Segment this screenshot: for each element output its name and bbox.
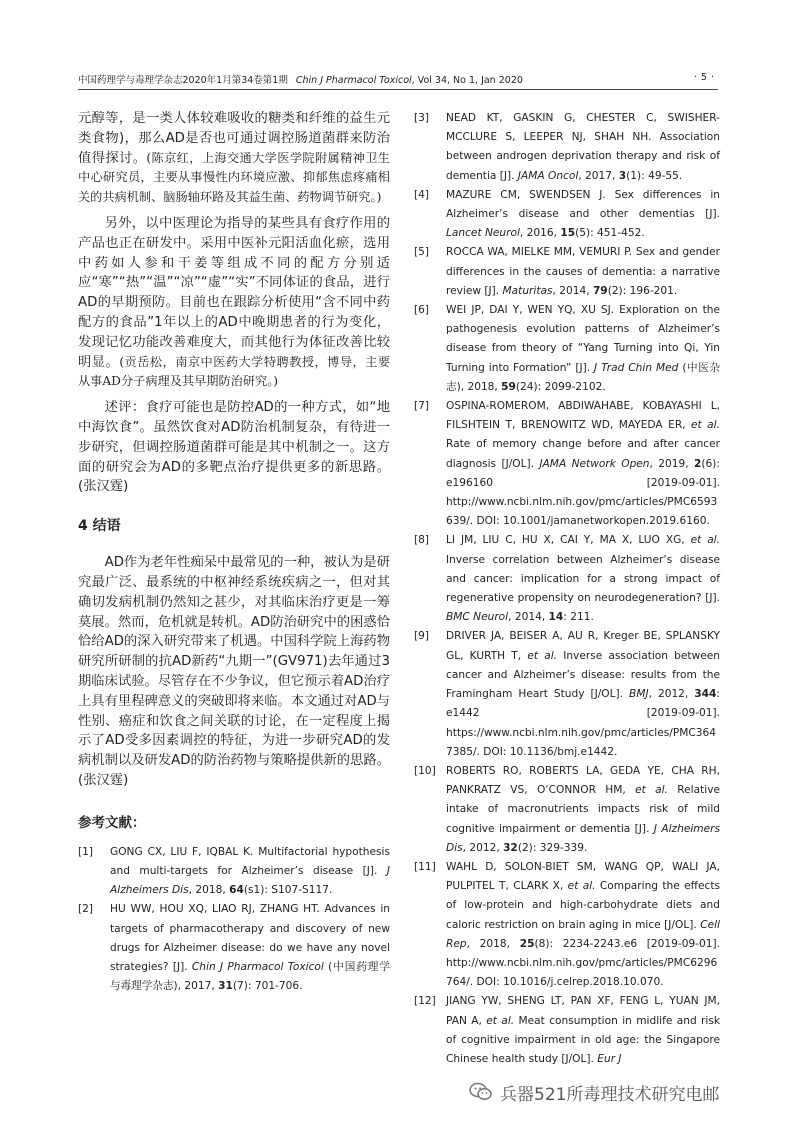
reference-pre2: Rate of memory change before and after cancer diagnosis [J/OL]. <box>446 438 720 470</box>
reference-post: , 2016, <box>519 227 561 240</box>
reference-post: , 2012, <box>462 841 504 854</box>
reference-pre2: Relative intake of macronutrients impacts risk of mild cognitive impairment or dementia [J]. <box>446 784 721 835</box>
reference-post2: (2): 196-201. <box>607 284 678 297</box>
reference-post: , 2018, <box>188 884 230 897</box>
reference-number: [3] <box>414 112 430 124</box>
reference-jour: Maturitas <box>502 284 553 297</box>
reference-post2: (24): 2099-2102. <box>515 380 606 393</box>
reference-text <box>446 627 720 761</box>
reference-vol: 25 <box>519 937 535 950</box>
reference-list-right <box>414 109 720 1069</box>
section-heading-conclusion: 4 结语 <box>78 518 121 535</box>
running-header <box>78 72 718 86</box>
reference-vol: 2 <box>694 457 702 470</box>
reference-jour: Eur J <box>597 1052 622 1065</box>
left-column <box>78 109 390 996</box>
author-note-1: (陈京红，上海交通大学医学院附属精神卫生中心研究员，主要从事慢性内环境应激、抑郁焦虑疼痛相关的共病机制、脑肠轴环路及其益生菌、药物调节研究。) <box>78 150 390 205</box>
reference-post: (中国药理学与毒理学杂志), 2017, <box>110 960 390 993</box>
reference-jour: J Alzheimers Dis <box>110 864 390 897</box>
reference-text <box>446 109 720 186</box>
reference-post: , 2019, <box>649 457 695 470</box>
reference-pre: OSPINA-ROMEROM, ABDIWAHABE, KOBAYASHI L, FILSHTEIN T, BRENOWITZ WD, MAYEDA ER, <box>446 400 720 432</box>
reference-etal: et al. <box>567 880 596 893</box>
reference-jour: J Trad Chin Med <box>594 361 679 374</box>
reference-jour: Chin J Pharmacol Toxicol <box>191 960 324 973</box>
reference-item <box>414 627 720 761</box>
reference-pre2: Comparing the effects of low-protein and high-carbohydrate diets and caloric restriction on brain aging in mice [J/OL]. <box>446 880 720 931</box>
reference-jour: JAMA Oncol <box>517 169 579 182</box>
reference-list-left <box>78 843 390 997</box>
reference-item <box>414 109 720 186</box>
reference-jour: J Alzheimers Dis <box>446 822 720 854</box>
reference-item <box>414 243 720 301</box>
reference-pre: NEAD KT, GASKIN G, CHESTER C, SWISHER-MCCLURE S, LEEPER NJ, SHAH NH. Association between androgen deprivation therapy and risk of dementia [J]. <box>446 112 720 182</box>
reference-post2: (6): e196160 [2019-09-01]. http://www.ncbi.nlm.nih.gov/pmc/articles/PMC6593639/. DOI: 10.1001/jamanetworkopen.2019.6160. <box>446 457 720 528</box>
reference-vol: 59 <box>501 380 516 393</box>
reference-pre: HU WW, HOU XQ, LIAO RJ, ZHANG HT. Advances in targets of pharmacotherapy and discovery of new drugs for Alzheimer disease: do we have any novel strategies? [J]. <box>110 903 390 973</box>
reference-jour: JAMA Network Open <box>539 457 650 470</box>
reference-etal: et al. <box>690 534 720 547</box>
reference-pre: DRIVER JA, BEISER A, AU R, Kreger BE, SPLANSKY GL, KURTH T, <box>446 630 720 662</box>
reference-jour: Cell Rep <box>446 918 720 950</box>
reference-number: [9] <box>414 630 430 643</box>
reference-post2: : 211. <box>563 611 594 624</box>
reference-number: [2] <box>78 903 94 916</box>
reference-number: [11] <box>414 860 436 873</box>
reference-number: [1] <box>78 845 94 858</box>
reference-pre: JIANG YW, SHENG LT, PAN XF, FENG L, YUAN JM, PAN A, <box>446 995 720 1027</box>
reference-post2: (s1): S107-S117. <box>243 884 333 897</box>
reference-post: , 2014, <box>552 284 593 297</box>
reference-pre2: Inverse association between cancer and Alzheimer’s disease: results from the Framingham Heart Study [J/OL]. <box>446 649 720 701</box>
reference-vol: 64 <box>229 884 244 897</box>
reference-text <box>446 992 720 1069</box>
reference-text <box>446 762 720 858</box>
reference-item <box>414 762 720 858</box>
header-journal-en: Chin J Pharmacol Toxicol <box>295 75 412 86</box>
reference-vol: 79 <box>592 284 608 297</box>
reference-number: [8] <box>414 534 430 547</box>
paragraph-conclusion: AD作为老年性痴呆中最常见的一种，被认为是研究最广泛、最系统的中枢神经系统疾病之一，但对其确切发病机制仍然知之甚少，对其临床治疗更是一筹莫展。然而，危机就是转机。AD防治研究中的困惑恰恰给AD的深入研究带来了机遇。中国科学院上海药物研究所研制的抗AD新药“九期一”(GV971)去年通过3期临床试验。尽管存在不少争议，但它预示着AD治疗上具有里程碑意义的突破即将来临。本文通过对AD与性别、癌症和饮食之间关联的讨论，在一定程度上揭示了AD受多因素调控的特征，为进一步研究AD的发病机制以及研发AD的防治药物与策略提供新的思路。(张汉霆) <box>78 555 390 788</box>
reference-vol: 14 <box>548 611 564 624</box>
reference-pre2: Meat consumption in midlife and risk of cognitive impairment in old age: the Singapore Chinese health study [J/OL]. <box>446 1014 721 1065</box>
reference-vol: 32 <box>503 841 518 854</box>
reference-pre: WAHL D, SOLON-BIET SM, WANG QP, WALI JA, PULPITEL T, CLARK X, <box>446 860 720 893</box>
paragraph-2: 另外，以中医理论为指导的某些具有食疗作用的产品也正在研发中。采用中医补元阳活血化瘀，选用中药如人参和干姜等组成不同的配方分别适应“寒”“热”“温”“凉”“虚”“实”不同体证的食品，进行AD的早期预防。目前也在跟踪分析使用“含不同中药配方的食品”1年以上的AD中晚期患者的行为变化，发现记忆功能改善难度大，而其他行为体征改善比较明显。(贡岳松，南京中医药大学特聘教授，博导，主要从事AD分子病理及其早期防治研究。) <box>78 215 391 389</box>
reference-post: (中医杂志), 2018, <box>446 361 720 393</box>
reference-item <box>414 531 720 627</box>
reference-etal: et al. <box>527 649 558 662</box>
reference-etal: et al. <box>691 419 720 432</box>
reference-item <box>414 992 720 1069</box>
reference-number: [4] <box>414 188 430 201</box>
reference-number: [6] <box>414 304 430 317</box>
reference-post2: (7): 701-706. <box>232 980 303 993</box>
references-heading: 参考文献： <box>78 814 146 831</box>
author-note-2: (贡岳松，南京中医药大学特聘教授，博导，主要从事AD分子病理及其早期防治研究。) <box>78 354 391 389</box>
reference-item <box>414 301 720 397</box>
header-journal-cn: 中国药理学与毒理学杂志2020年1月第34卷第1期 <box>78 75 288 86</box>
reference-text <box>446 397 720 531</box>
reference-post2: (2): 329-339. <box>517 841 588 854</box>
reference-post2: (5): 451-452. <box>575 227 645 240</box>
reference-post: , 2014, <box>508 611 549 624</box>
reference-item <box>414 397 720 531</box>
reference-number: [5] <box>414 246 430 259</box>
reference-number: [10] <box>414 764 436 777</box>
right-column <box>414 109 720 1069</box>
reference-pre: ROBERTS RO, ROBERTS LA, GEDA YE, CHA RH, PANKRATZ VS, O’CONNOR HM, <box>446 764 720 797</box>
header-rule <box>78 89 718 90</box>
reference-vol: 31 <box>218 980 233 993</box>
header-journal <box>78 72 523 86</box>
reference-pre: MAZURE CM, SWENDSEN J. Sex differences in Alzheimer’s disease and other dementias [J]. <box>446 188 720 221</box>
reference-jour: Lancet Neurol <box>446 227 520 240</box>
reference-vol: 15 <box>560 227 576 240</box>
reference-number: [7] <box>414 400 430 413</box>
paragraph-1: 元醇等，是一类人体较难吸收的糖类和纤维的益生元类食物)，那么AD是否也可通过调控肠道菌群来防治值得探讨。(陈京红，上海交通大学医学院附属精神卫生中心研究员，主要从事慢性内环境应激、抑郁焦虑疼痛相关的共病机制、脑肠轴环路及其益生菌、药物调节研究。) <box>78 111 390 205</box>
page-number: ·5· <box>693 72 718 83</box>
reference-vol: 3 <box>618 169 627 182</box>
header-volume: , Vol 34, No 1, Jan 2020 <box>411 75 523 86</box>
wechat-icon <box>468 1079 494 1105</box>
paragraph-3-review: 述评：食疗可能也是防控AD的一种方式，如“地中海饮食”。虽然饮食对AD防治机制复杂，有待进一步研究，但调控肠道菌群可能是其中机制之一。这方面的研究会为AD的多靶点治疗提供更多的新思路。(张汉霆) <box>78 400 390 495</box>
reference-text <box>446 301 720 397</box>
reference-post2: : e1442 [2019-09-01]. https://www.ncbi.nlm.nih.gov/pmc/articles/PMC3647385/. DOI: 10.1136/bmj.e1442. <box>446 688 720 758</box>
reference-jour: BMC Neurol <box>446 611 509 624</box>
reference-pre: WEI JP, DAI Y, WEN YQ, XU SJ. Exploration on the pathogenesis evolution patterns of Alzheimer’s disease from theory of “Yang Turning into Qi, Yin Turning into Formation” [J]. <box>446 304 720 374</box>
reference-post: , 2012, <box>648 688 695 701</box>
reference-text <box>446 531 720 627</box>
reference-text <box>446 186 720 244</box>
reference-post: , 2018, <box>466 937 520 950</box>
reference-text <box>110 843 390 901</box>
reference-pre2: Inverse correlation between Alzheimer’s disease and cancer: implication for a strong impact of regenerative propensity on neurodegeneration? [J]. <box>446 553 720 605</box>
reference-post2: (1): 49-55. <box>626 169 683 182</box>
reference-text <box>446 858 720 992</box>
reference-pre: ROCCA WA, MIELKE MM, VEMURI P. Sex and gender differences in the causes of dementia: a narrative review [J]. <box>446 246 720 297</box>
reference-pre: LI JM, LIU C, HU X, CAI Y, MA X, LUO XG, <box>446 534 691 547</box>
reference-item <box>78 900 390 996</box>
reference-number: [12] <box>414 995 436 1008</box>
watermark-text: 兵器521所毒理技术研究电邮 <box>500 1084 720 1105</box>
reference-post: , 2017, <box>578 169 619 182</box>
reference-text <box>110 900 390 996</box>
reference-post2: (8): 2234-2243.e6 [2019-09-01]. http://www.ncbi.nlm.nih.gov/pmc/articles/PMC6296764/. DOI: 10.1016/j.celrep.2018.10.070. <box>446 937 720 989</box>
watermark <box>468 1077 768 1107</box>
reference-etal: et al. <box>486 1014 515 1027</box>
reference-text <box>446 243 720 301</box>
reference-jour: BMJ <box>629 688 649 701</box>
reference-item <box>414 858 720 992</box>
reference-item <box>78 843 390 901</box>
reference-etal: et al. <box>635 784 668 797</box>
reference-pre: GONG CX, LIU F, IQBAL K. Multifactorial hypothesis and multi-targets for Alzheimer’s disease [J]. <box>110 845 390 877</box>
reference-vol: 344 <box>694 688 717 701</box>
reference-item <box>414 186 720 244</box>
